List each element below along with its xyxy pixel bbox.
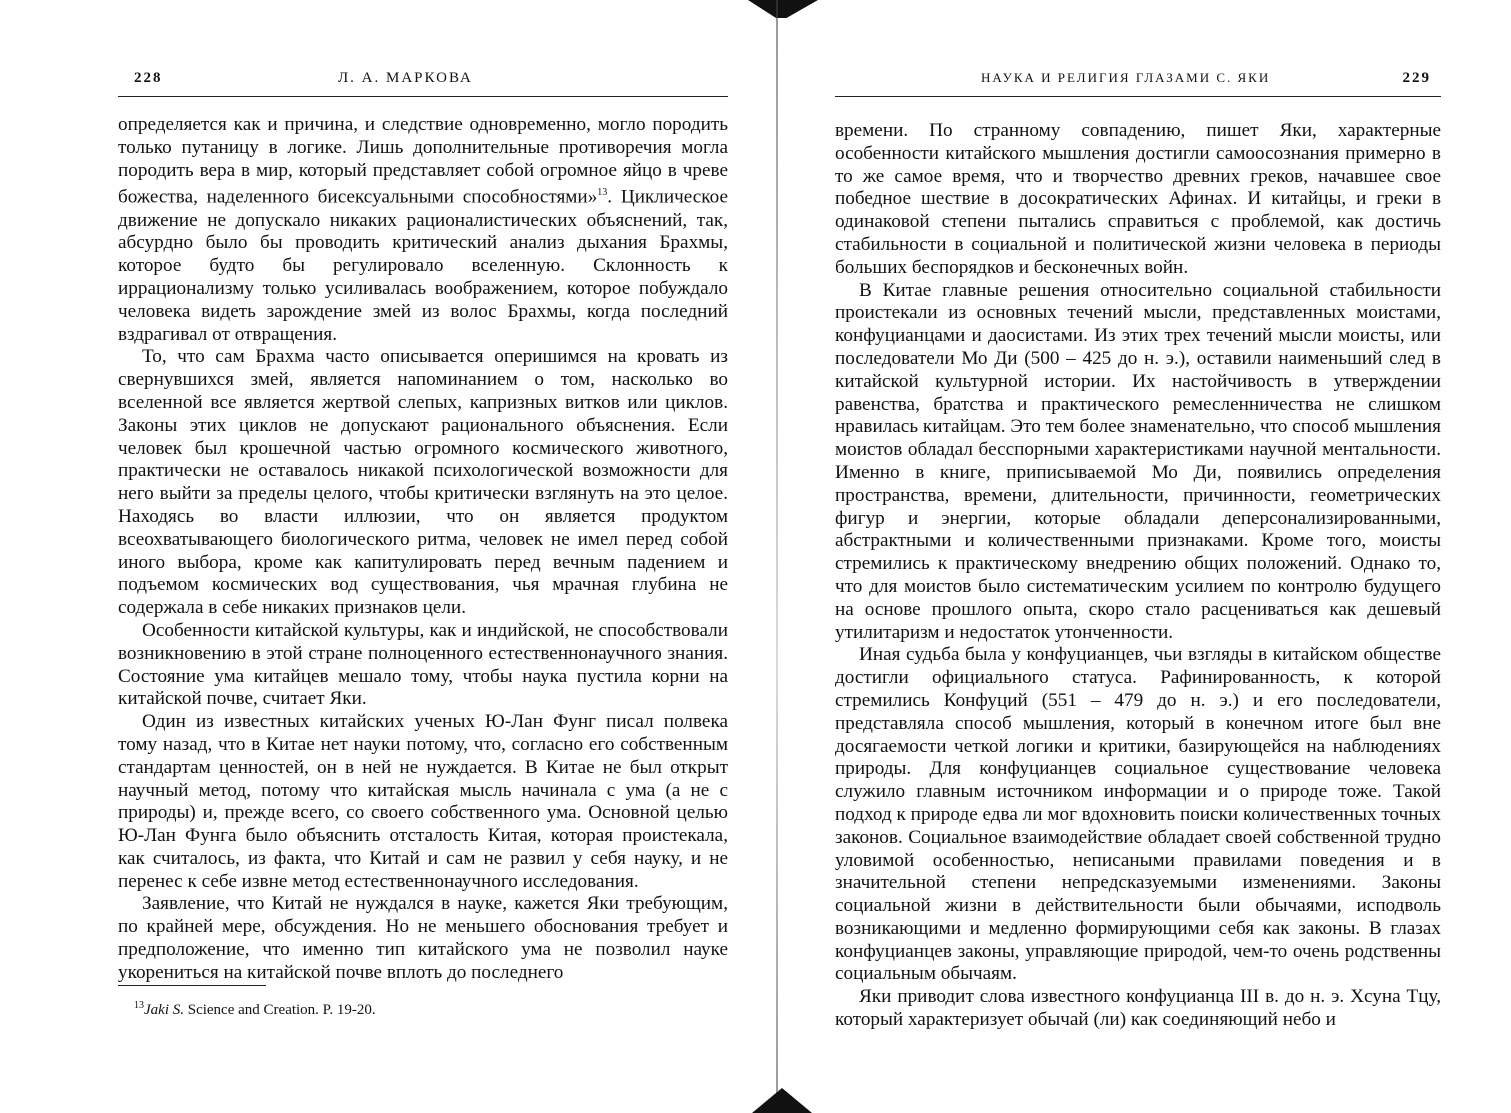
right-page-number: 229 (1402, 70, 1431, 86)
footnote-reference: 13 (597, 187, 608, 199)
scan-artifact-bottom (752, 1088, 812, 1113)
right-running-title: НАУКА И РЕЛИГИЯ ГЛАЗАМИ С. ЯКИ (981, 70, 1271, 85)
scan-artifact-top (748, 0, 818, 18)
right-paragraph-1: времени. По странному совпадению, пишет Яки, характерные особенности китайского мышления достигли самоосознания примерно в то же самое время, что и творчество древних греков, начавшее свое победное шествие в досократических Афинах. И китайцы, и греки в одинаковой степени пытались справиться с проблемой, как достичь стабильности в социальной и политической жизни человека в периоды больших беспорядков и бесконечных войн. (835, 120, 1441, 278)
right-page (835, 0, 1441, 1113)
left-paragraph-1-tail: . Циклическое движение не допускало никаких рационалистических объяснений, так, абсурдно было бы проводить критический анализ дыхания Брахмы, которое будто бы регулировало вселенную. Склонность к иррационализму только усиливалась воображением, которое побуждало человека видеть зарождение змей из волос Брахмы, когда последний вздрагивал от отвращения. (118, 186, 728, 345)
footnote-marker: 13 (134, 1000, 144, 1011)
left-page (118, 0, 728, 1113)
left-paragraph-1 (118, 114, 728, 346)
footnote-rule (118, 985, 266, 986)
footnote (134, 1000, 376, 1019)
book-gutter (776, 0, 778, 1113)
footnote-text: Science and Creation. P. 19-20. (183, 1002, 376, 1018)
left-running-head (118, 70, 728, 97)
right-paragraph-3: Иная судьба была у конфуцианцев, чьи взгляды в китайском обществе достигли официального статуса. Рафинированность, к которой стремились Конфуций (551 – 479 до н. э.) и его последователи, представляла способ мышления, который в конечном итоге был вне досягаемости четкой логики и критики, базирующейся на наблюдениях природы. Для конфуцианцев социальное существование человека служило главным источником информации и о природе тоже. Такой подход к природе едва ли мог вдохновить поиски количественных точных законов. Социальное взаимодействие обладает своей собственной трудно уловимой особенностью, неписаными правилами поведения и в значительной степени непредсказуемыми изменениями. Законы социальной жизни в действительности были обычаями, исподволь возникающими и медленно формирующими себя как законы. В глазах конфуцианцев законы, управляющие природой, чем-то очень родственны социальным обычаям. (835, 644, 1441, 985)
right-paragraph-4: Яки приводит слова известного конфуцианца III в. до н. э. Хсуна Тцу, который характеризует обычай (ли) как соединяющий небо и (835, 986, 1441, 1031)
left-running-title: Л. А. МАРКОВА (338, 70, 473, 86)
left-paragraph-4: Один из известных китайских ученых Ю-Лан Фунг писал полвека тому назад, что в Китае нет науки потому, что, согласно его собственным стандартам ценностей, он в ней не нуждается. В Китае не был открыт научный метод, потому что китайская мысль начинала с ума (а не с природы) и, прежде всего, со своего собственного ума. Основной целью Ю-Лан Фунга было объяснить отсталость Китая, которая проистекала, как считалось, из факта, что Китай и сам не развил у себя науку, и не перенес к себе извне метод естественнонаучного исследования. (118, 711, 728, 892)
right-running-head (835, 70, 1441, 97)
left-paragraph-5: Заявление, что Китай не нуждался в науке, кажется Яки требующим, по крайней мере, обсуждения. Но не меньшего обоснования требует и предположение, что именно тип китайского ума не позволил науке укорениться на китайской почве вплоть до последнего (118, 893, 728, 983)
left-paragraph-3: Особенности китайской культуры, как и индийской, не способствовали возникновению в этой стране полноценного естественнонаучного знания. Состояние ума китайцев мешало тому, чтобы наука пустила корни на китайской почве, считает Яки. (118, 619, 728, 710)
right-body-text (835, 120, 1441, 1032)
footnote-author: Jaki S. (144, 1002, 184, 1018)
left-page-number: 228 (134, 70, 163, 86)
right-paragraph-2: В Китае главные решения относительно социальной стабильности проистекали из основных течений мысли, представленных моистами, конфуцианцами и даосистами. Из этих трех течений мысли моисты, или последователи Мо Ди (500 – 425 до н. э.), оставили наименьший след в китайской культурной истории. Их настойчивость в утверждении равенства, братства и практического ремесленничества не слишком нравилась китайцам. Это тем более знаменательно, что способ мышления моистов обладал бесспорными характеристиками научной ментальности. Именно в книге, приписываемой Мо Ди, появились определения пространства, времени, длительности, причинности, геометрических фигур и энергии, которые обладали деперсонализированными, абстрактными и количественными признаками. Кроме того, моисты стремились к практическому внедрению общих положений. Однако то, что для моистов было систематическим усилием по контролю будущего на основе прошлого опыта, скоро стало расцениваться как дешевый утилитаризм и недостаток утонченности. (835, 279, 1441, 643)
left-paragraph-1-text: определяется как и причина, и следствие одновременно, могло породить только путаницу в логике. Лишь дополнительные противоречия могла породить вера в мир, который представляет собой огромное яйцо в чреве божества, наделенного бисексуальными способностями» (118, 114, 728, 208)
left-paragraph-2: То, что сам Брахма часто описывается оперишимся на кровать из свернувшихся змей, является напоминанием о том, насколько во вселенной все является жертвой слепых, капризных витков или циклов. Законы этих циклов не допускают рационального объяснения. Если человек был крошечной частью огромного космического животного, практически не оставалось никакой психологической возможности для него выйти за пределы целого, чтобы критически взглянуть на это целое. Находясь во власти иллюзии, что он является продуктом всеохватывающего биологического ритма, человек не имел перед собой иного выбора, кроме как капитулировать перед вечным падением и подъемом космических вод существования, чья мрачная глубина не содержала в себе никаких признаков цели. (118, 346, 728, 619)
left-body-text (118, 114, 728, 985)
